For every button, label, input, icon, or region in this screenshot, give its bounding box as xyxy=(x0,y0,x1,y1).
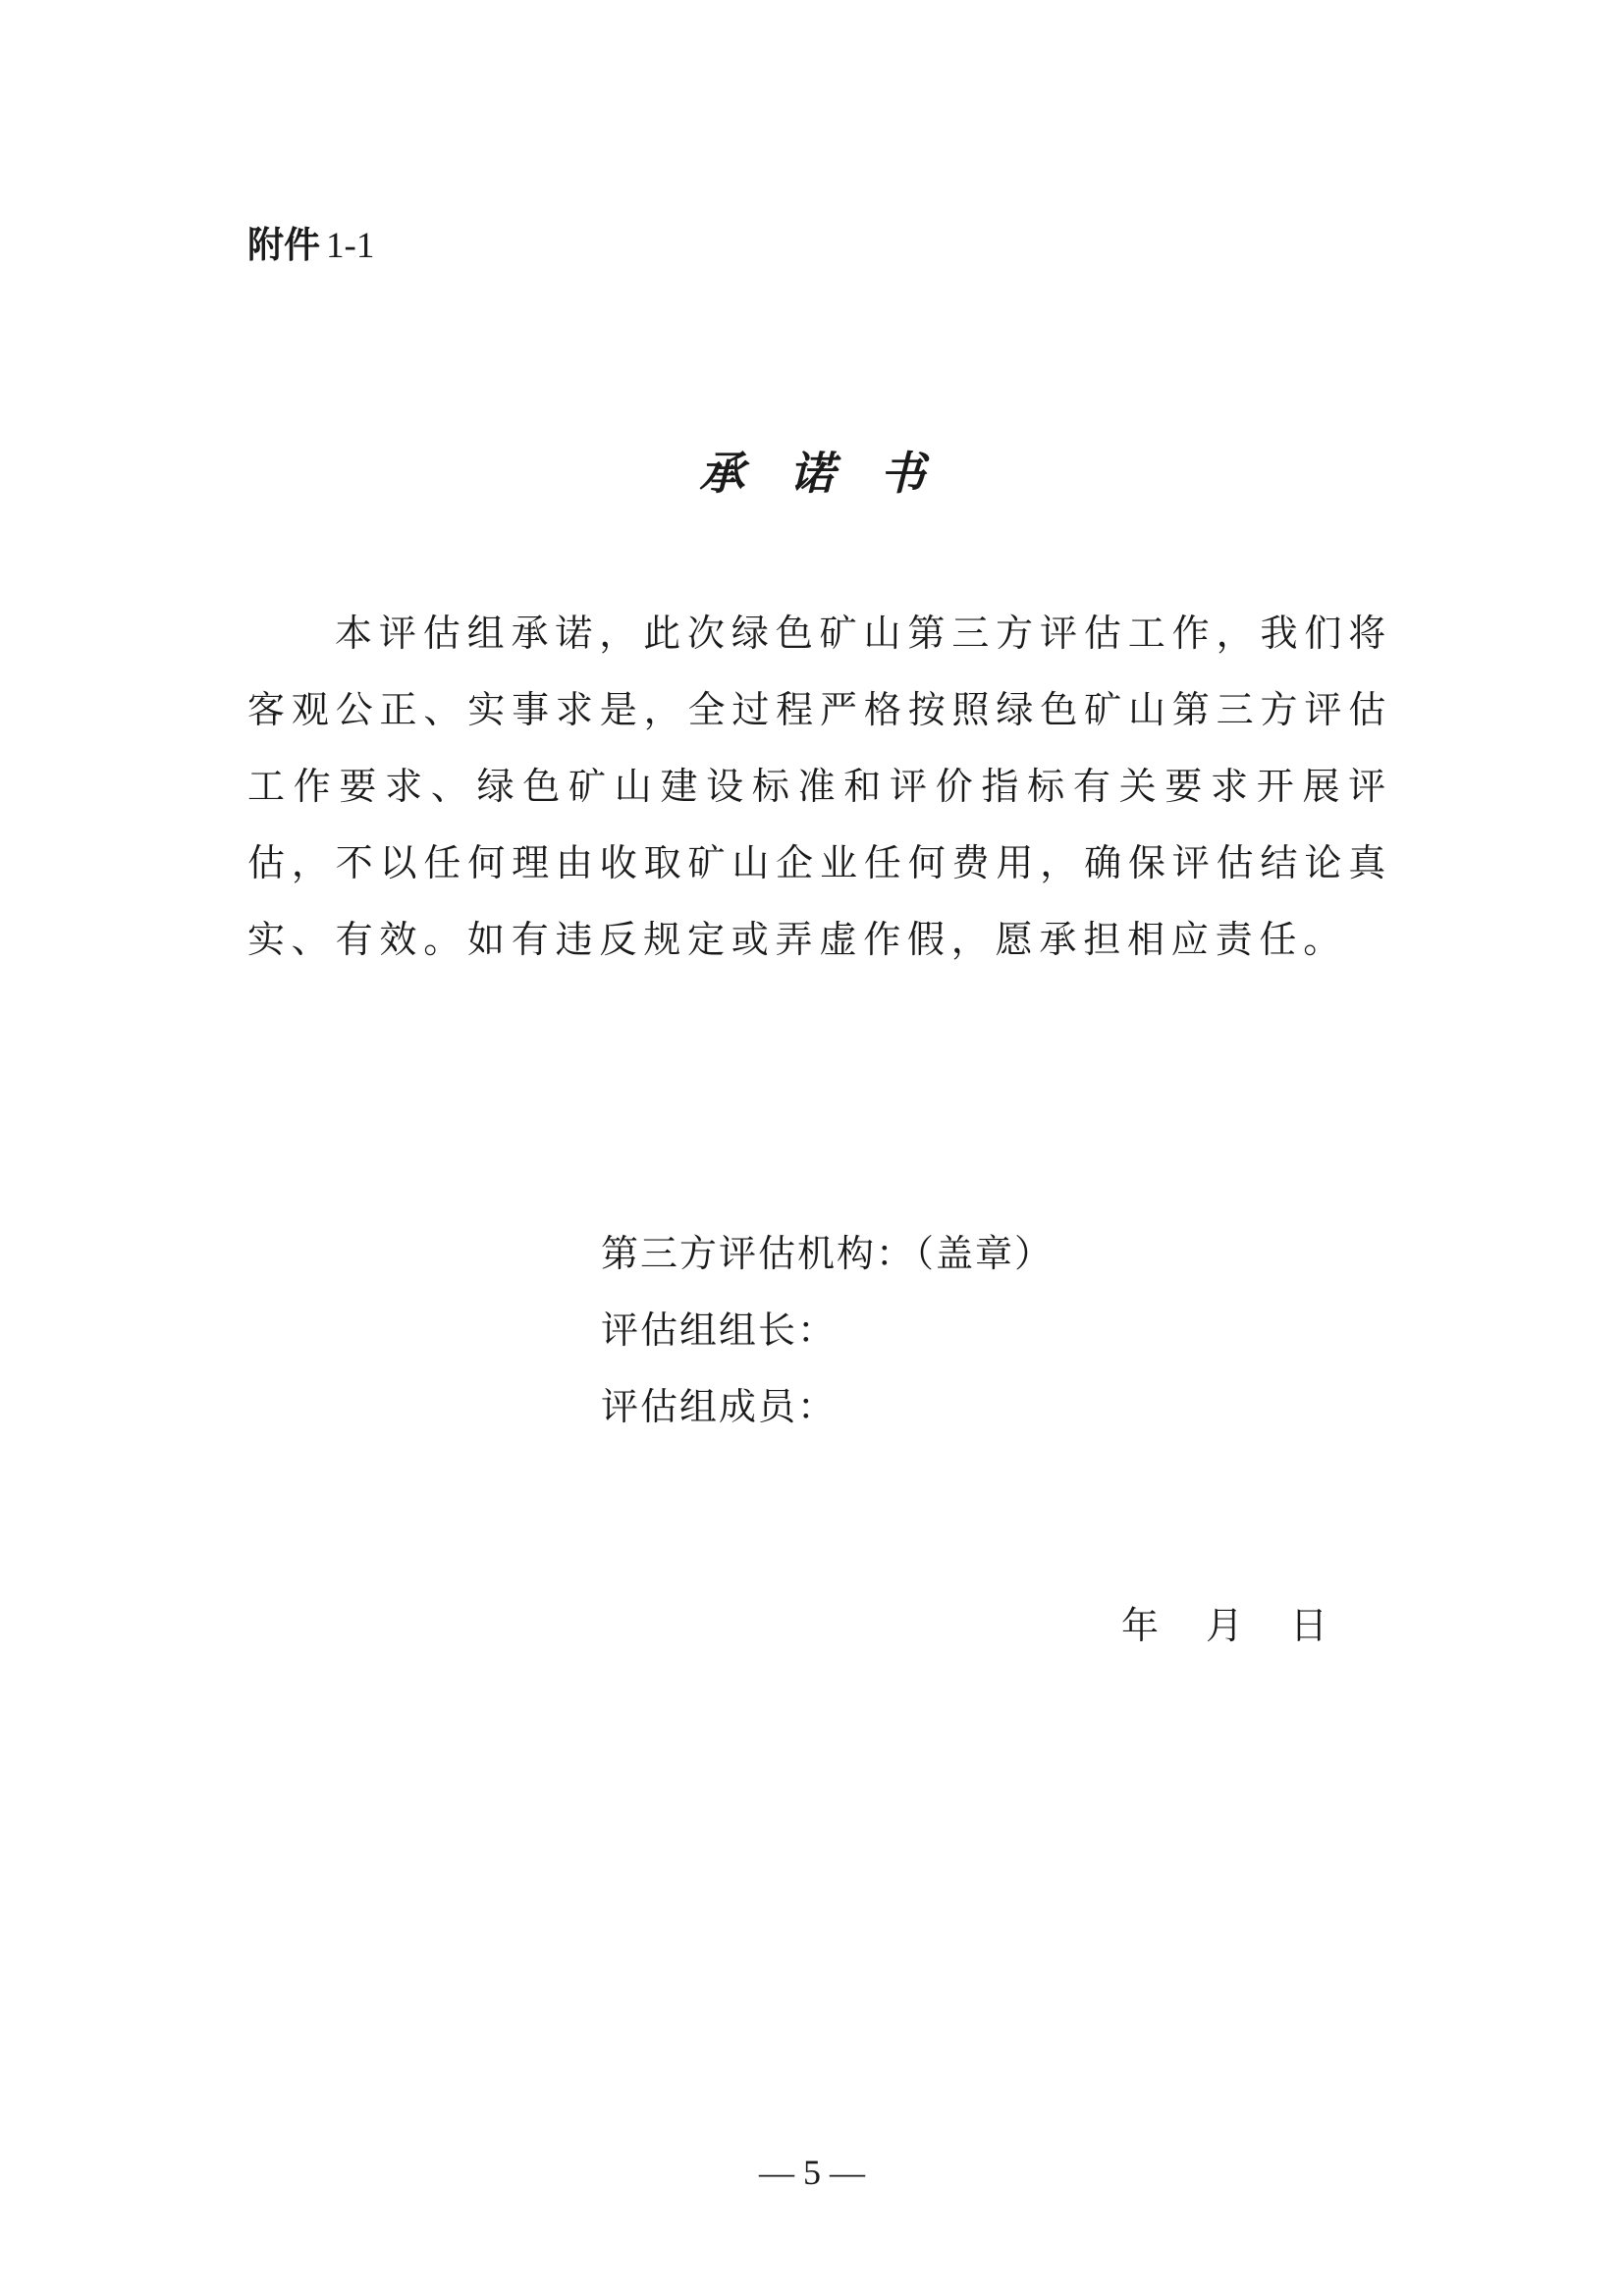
commitment-paragraph: 本评估组承诺，此次绿色矿山第三方评估工作，我们将客观公正、实事求是，全过程严格按照绿色矿山第三方评估工作要求、绿色矿山建设标准和评价指标有关要求开展评估，不以任何理由收取矿山企业任何费用，确保评估结论真实、有效。如有违反规定或弄虚作假，愿承担相应责任。 xyxy=(247,612,1392,961)
page-number: — 5 — xyxy=(759,2153,865,2192)
document-title: 承诺书 xyxy=(699,447,970,500)
team-leader-line: 评估组组长： xyxy=(601,1308,838,1352)
date-year: 年 xyxy=(1121,1604,1160,1647)
signature-block xyxy=(601,1215,1054,1445)
team-members-line: 评估组成员： xyxy=(601,1385,838,1428)
date-month: 月 xyxy=(1206,1604,1244,1647)
attachment-number: 1-1 xyxy=(326,226,375,266)
organization-seal-line: 第三方评估机构：（盖章） xyxy=(601,1232,1055,1275)
date-day: 日 xyxy=(1290,1604,1328,1647)
attachment-label xyxy=(247,218,374,274)
date-line xyxy=(1121,1596,1327,1655)
attachment-prefix: 附件 xyxy=(247,224,320,266)
